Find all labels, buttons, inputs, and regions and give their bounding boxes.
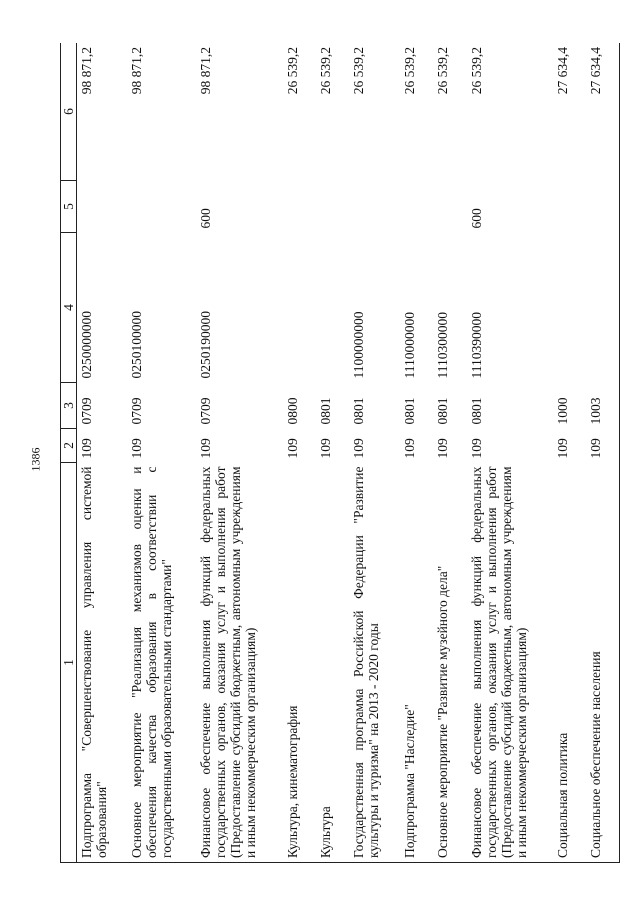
header-row	[61, 43, 77, 863]
row-code: 109	[129, 438, 145, 459]
row-target: 1100000000	[351, 311, 367, 379]
row-amount: 27 634,4	[553, 43, 586, 181]
row-code: 109	[351, 438, 367, 459]
row-section: 0801	[351, 397, 367, 425]
row-name: Подпрограмма "Наследие"	[400, 463, 433, 863]
row-section: 1003	[586, 383, 619, 429]
row-code: 109	[435, 438, 451, 459]
row-name: Финансовое обеспечение выполнения функций федеральных государственных органов, оказания услуг и выполнения работ (Предоставление субсидий бюджетным, автономным учреждениям и иным некоммерческим организациям)	[196, 463, 282, 863]
row-code: 109	[554, 438, 570, 459]
row-amount: 27 634,4	[586, 43, 619, 181]
row-target: 1110390000	[468, 312, 484, 379]
row-amount: 98 871,2	[77, 43, 128, 181]
row-target: 1110000000	[402, 312, 418, 379]
row-amount: 26 539,2	[433, 43, 466, 181]
row-name: Государственная программа Российской Федерации "Развитие культуры и туризма" на 2013 - 2020 годы	[349, 463, 400, 863]
row-type	[127, 181, 196, 233]
row-name: Культура, кинематография	[283, 463, 316, 863]
row-target: 0250100000	[129, 311, 145, 379]
row-type: 600	[468, 208, 484, 229]
row-name: Культура	[316, 463, 349, 863]
row-code: 109	[317, 438, 333, 459]
col-header-1: 1	[61, 463, 77, 863]
row-amount: 26 539,2	[349, 43, 400, 181]
col-header-4: 4	[61, 233, 77, 383]
row-code: 109	[198, 438, 214, 459]
row-target	[316, 233, 349, 383]
row-section: 0800	[284, 397, 300, 425]
row-type	[433, 181, 466, 233]
row-target	[283, 233, 316, 383]
row-section: 0801	[435, 397, 451, 425]
table-row	[349, 43, 400, 863]
row-section: 0709	[198, 397, 214, 425]
row-type	[349, 181, 400, 233]
row-type	[283, 181, 316, 233]
row-type	[77, 181, 128, 233]
row-type	[553, 181, 586, 233]
row-code: 109	[468, 438, 484, 459]
row-code: 109	[586, 429, 619, 463]
col-header-5: 5	[61, 181, 77, 233]
row-type: 600	[198, 208, 214, 229]
row-amount: 26 539,2	[316, 43, 349, 181]
row-section: 0801	[317, 397, 333, 425]
row-code: 109	[79, 438, 94, 459]
row-name: Основное мероприятие "Развитие музейного дела"	[433, 463, 466, 863]
table-row	[196, 43, 282, 863]
table-row	[283, 43, 316, 863]
table-row	[77, 43, 128, 863]
row-type	[586, 181, 619, 233]
row-target: 0250000000	[79, 311, 94, 379]
table-row	[586, 43, 619, 863]
budget-table	[60, 43, 620, 863]
row-amount: 26 539,2	[400, 43, 433, 181]
row-amount: 26 539,2	[467, 43, 553, 181]
row-amount: 26 539,2	[283, 43, 316, 181]
row-section: 0709	[79, 397, 94, 425]
row-target: 0250190000	[198, 311, 214, 379]
row-name: Финансовое обеспечение выполнения функций федеральных государственных органов, оказания услуг и выполнения работ (Предоставление субсидий бюджетным, автономным учреждениям и иным некоммерческим организациям)	[467, 463, 553, 863]
row-name: Социальное обеспечение населения	[586, 463, 619, 863]
row-target	[586, 233, 619, 383]
rotated-table-viewport	[60, 43, 620, 863]
table-body	[77, 43, 620, 863]
row-amount: 98 871,2	[127, 43, 196, 181]
table-row	[127, 43, 196, 863]
row-section: 0801	[402, 397, 418, 425]
row-section: 1000	[554, 397, 570, 425]
row-name: Социальная политика	[553, 463, 586, 863]
row-target: 1110300000	[435, 312, 451, 379]
row-type	[316, 181, 349, 233]
table-row	[400, 43, 433, 863]
row-code: 109	[402, 438, 418, 459]
row-target	[553, 233, 586, 383]
table-row	[553, 43, 586, 863]
row-section: 0709	[129, 397, 145, 425]
row-section: 0801	[468, 397, 484, 425]
col-header-3: 3	[61, 383, 77, 429]
row-name: Основное мероприятие "Реализация механизмов оценки и обеспечения качества образования в соответствии с государственными образовательными стандартами"	[127, 463, 196, 863]
row-code: 109	[284, 438, 300, 459]
col-header-6: 6	[61, 43, 77, 181]
table-row	[316, 43, 349, 863]
table-row	[433, 43, 466, 863]
table-row	[467, 43, 553, 863]
row-type	[400, 181, 433, 233]
row-name: Подпрограмма "Совершенствование управления системой образования"	[77, 463, 128, 863]
page-number: 1386	[28, 447, 43, 472]
col-header-2: 2	[61, 429, 77, 463]
row-amount: 98 871,2	[196, 43, 282, 181]
